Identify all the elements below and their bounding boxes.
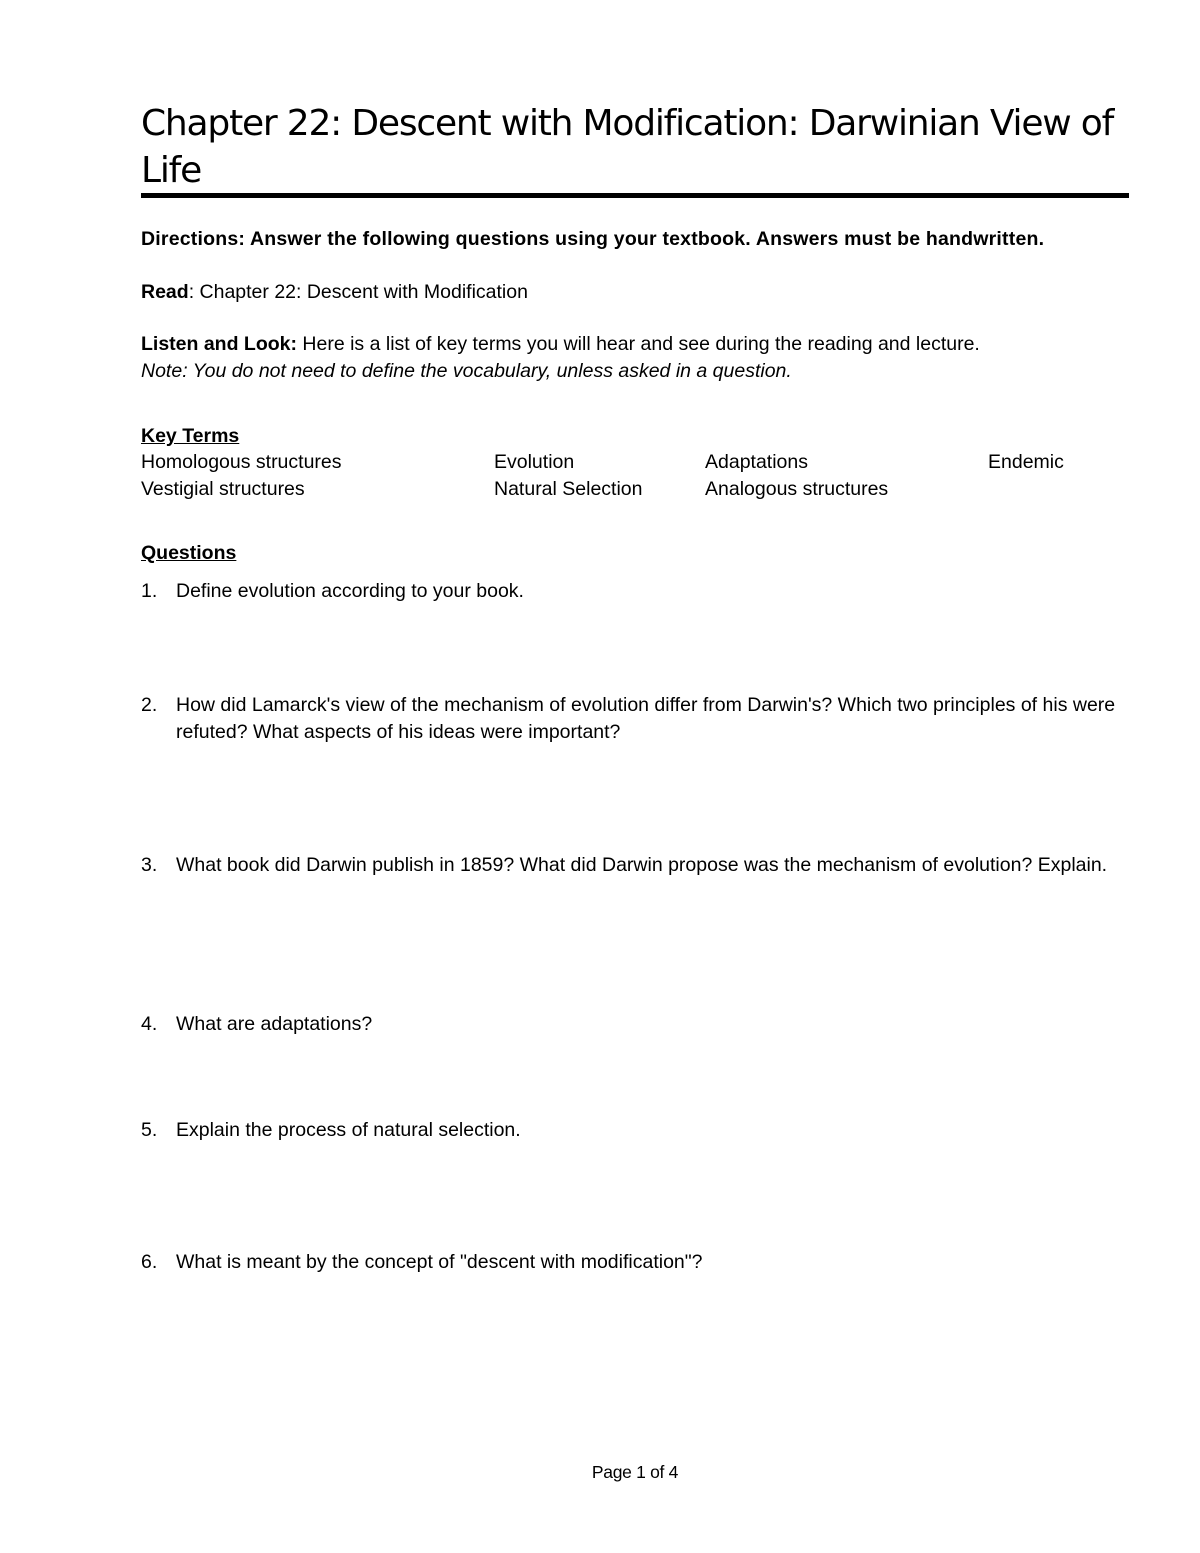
key-term: Vestigial structures (141, 478, 305, 500)
listen-text: Here is a list of key terms you will hear and see during the reading and lecture. (297, 333, 980, 355)
page-title: Chapter 22: Descent with Modification: Darwinian View of Life (141, 103, 1114, 191)
question-text: What is meant by the concept of "descent with modification"? (176, 1251, 703, 1273)
question-item (141, 1117, 1133, 1144)
read-text: : Chapter 22: Descent with Modification (188, 281, 528, 303)
vocabulary-note: Note: You do not need to define the vocabulary, unless asked in a question. (141, 360, 792, 382)
question-text: How did Lamarck's view of the mechanism of evolution differ from Darwin's? Which two principles of his were refuted? What aspects of his ideas were important? (176, 694, 1116, 743)
question-text: What are adaptations? (176, 1013, 373, 1035)
key-terms-heading: Key Terms (141, 425, 240, 447)
key-term: Endemic (988, 451, 1064, 473)
key-term: Analogous structures (705, 478, 889, 500)
question-item (141, 692, 1133, 746)
key-term: Adaptations (705, 451, 808, 473)
title-divider (141, 193, 1129, 198)
question-number: 6. (141, 1251, 158, 1273)
listen-and-look (141, 331, 980, 357)
questions-heading: Questions (141, 542, 237, 564)
read-label: Read (141, 281, 189, 303)
question-text: Explain the process of natural selection. (176, 1119, 521, 1141)
key-term: Natural Selection (494, 478, 643, 500)
page-number-footer: Page 1 of 4 (591, 1462, 679, 1482)
question-number: 5. (141, 1119, 158, 1141)
directions-text: Directions: Answer the following questions using your textbook. Answers must be handwritten. (141, 228, 1045, 250)
question-number: 3. (141, 854, 158, 876)
question-number: 4. (141, 1013, 158, 1035)
listen-label: Listen and Look: (141, 333, 297, 355)
question-number: 1. (141, 580, 158, 602)
read-assignment (141, 279, 528, 305)
question-item (141, 578, 1133, 605)
question-item (141, 852, 1133, 879)
question-item (141, 1011, 1133, 1038)
question-number: 2. (141, 694, 158, 716)
question-item (141, 1249, 1133, 1276)
key-term: Evolution (494, 451, 575, 473)
question-text: Define evolution according to your book. (176, 580, 524, 602)
key-term: Homologous structures (141, 451, 342, 473)
question-text: What book did Darwin publish in 1859? What did Darwin propose was the mechanism of evolution? Explain. (176, 854, 1108, 876)
